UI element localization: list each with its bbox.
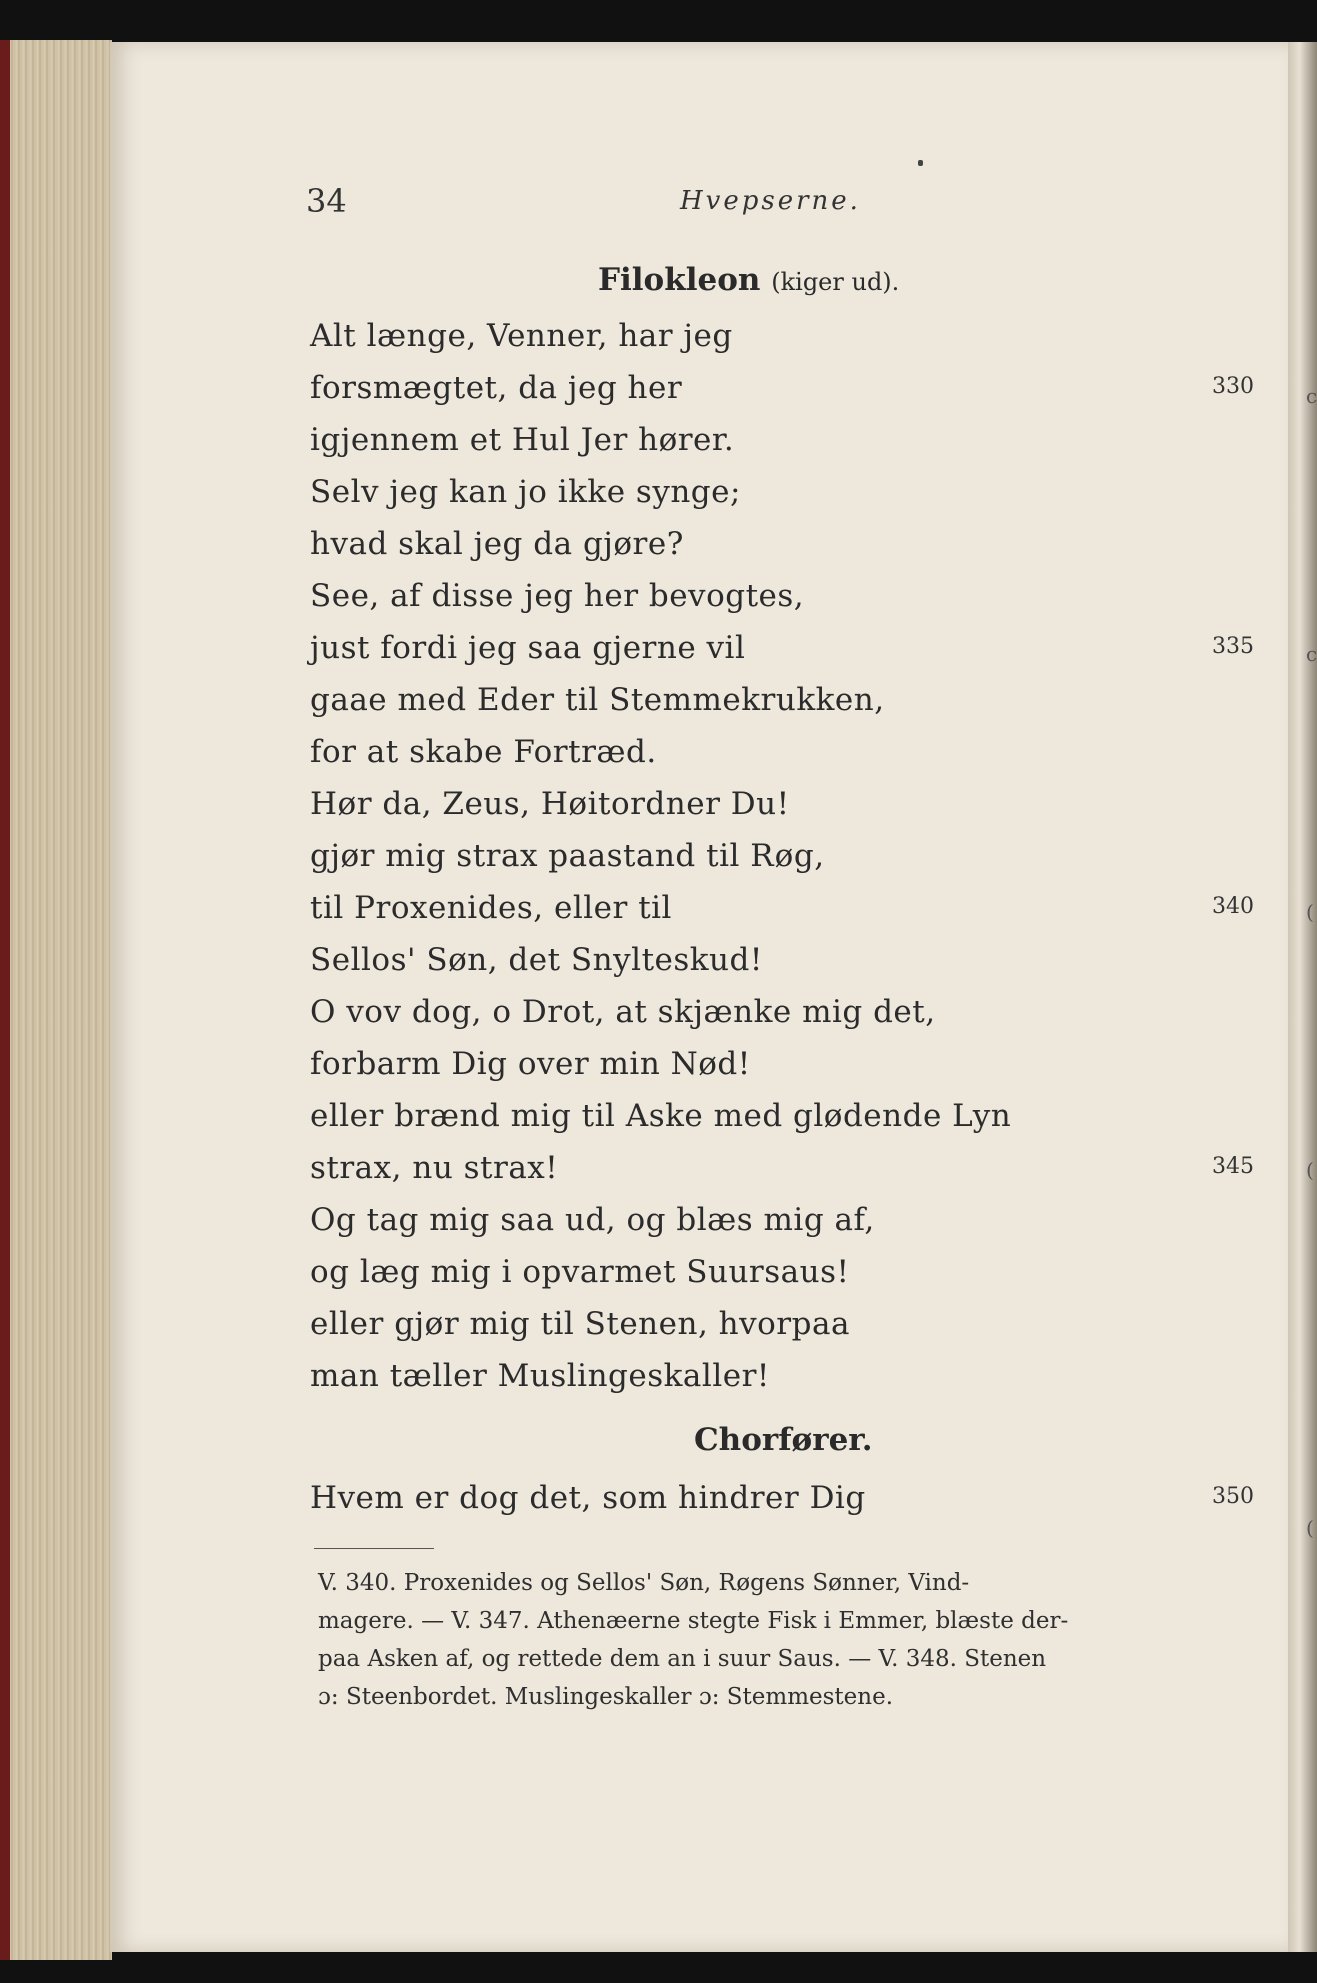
edge-letter: c — [1306, 384, 1317, 408]
edge-letter: c — [1306, 642, 1317, 666]
verse-line: og læg mig i opvarmet Suursaus! — [310, 1254, 850, 1290]
verse-line: O vov dog, o Drot, at skjænke mig det, — [310, 994, 936, 1030]
verse-line: Hvem er dog det, som hindrer Dig — [310, 1480, 866, 1516]
verse-line: eller gjør mig til Stenen, hvorpaa — [310, 1306, 850, 1342]
footnote-line: magere. — V. 347. Athenæerne stegte Fisk i Emmer, blæste der- — [318, 1608, 1069, 1634]
verse-line: gaae med Eder til Stemmekrukken, — [310, 682, 885, 718]
verse-line: Selv jeg kan jo ikke synge; — [310, 474, 741, 510]
footnote-line: paa Asken af, og rettede dem an i suur Saus. — V. 348. Stenen — [318, 1646, 1047, 1672]
speaker-name: Chorfører. — [694, 1422, 873, 1458]
verse-line: igjennem et Hul Jer hører. — [310, 422, 735, 458]
book-page-edges — [0, 40, 112, 1960]
verse-line: strax, nu strax! — [310, 1150, 559, 1186]
speaker-name: Filokleon — [598, 262, 761, 298]
verse-line: eller brænd mig til Aske med glødende Lyn — [310, 1098, 1012, 1134]
footnote-line: ɔ: Steenbordet. Muslingeskaller ɔ: Stemmestene. — [318, 1684, 894, 1710]
verse-line: forsmægtet, da jeg her — [310, 370, 683, 406]
verse-line: Og tag mig saa ud, og blæs mig af, — [310, 1202, 875, 1238]
line-number: 340 — [1212, 894, 1254, 919]
facing-page-edge — [1288, 42, 1317, 1952]
verse-line: hvad skal jeg da gjøre? — [310, 526, 684, 562]
edge-letter: ( — [1306, 900, 1314, 924]
footnote-rule — [314, 1548, 434, 1549]
footnote-line: V. 340. Proxenides og Sellos' Søn, Røgens Sønner, Vind- — [318, 1570, 970, 1596]
verse-line: Alt længe, Venner, har jeg — [310, 318, 733, 354]
edge-letter: ( — [1306, 1158, 1314, 1182]
ink-mark — [918, 160, 923, 166]
line-number: 335 — [1212, 634, 1254, 659]
line-number: 330 — [1212, 374, 1254, 399]
page-number: 34 — [306, 182, 347, 220]
edge-letter: ( — [1306, 1516, 1314, 1540]
verse-line: man tæller Muslingeskaller! — [310, 1358, 770, 1394]
verse-line: Hør da, Zeus, Høitordner Du! — [310, 786, 790, 822]
running-head: Hvepserne. — [680, 186, 861, 216]
verse-line: for at skabe Fortræd. — [310, 734, 657, 770]
speaker-heading — [598, 262, 899, 298]
verse-line: See, af disse jeg her bevogtes, — [310, 578, 805, 614]
stage-direction: (kiger ud). — [771, 268, 900, 296]
verse-line: gjør mig strax paastand til Røg, — [310, 838, 825, 874]
line-number: 350 — [1212, 1484, 1254, 1509]
verse-line: til Proxenides, eller til — [310, 890, 672, 926]
verse-line: Sellos' Søn, det Snylteskud! — [310, 942, 763, 978]
speaker-heading — [694, 1422, 873, 1458]
verse-line: forbarm Dig over min Nød! — [310, 1046, 751, 1082]
verse-line: just fordi jeg saa gjerne vil — [310, 630, 746, 666]
line-number: 345 — [1212, 1154, 1254, 1179]
